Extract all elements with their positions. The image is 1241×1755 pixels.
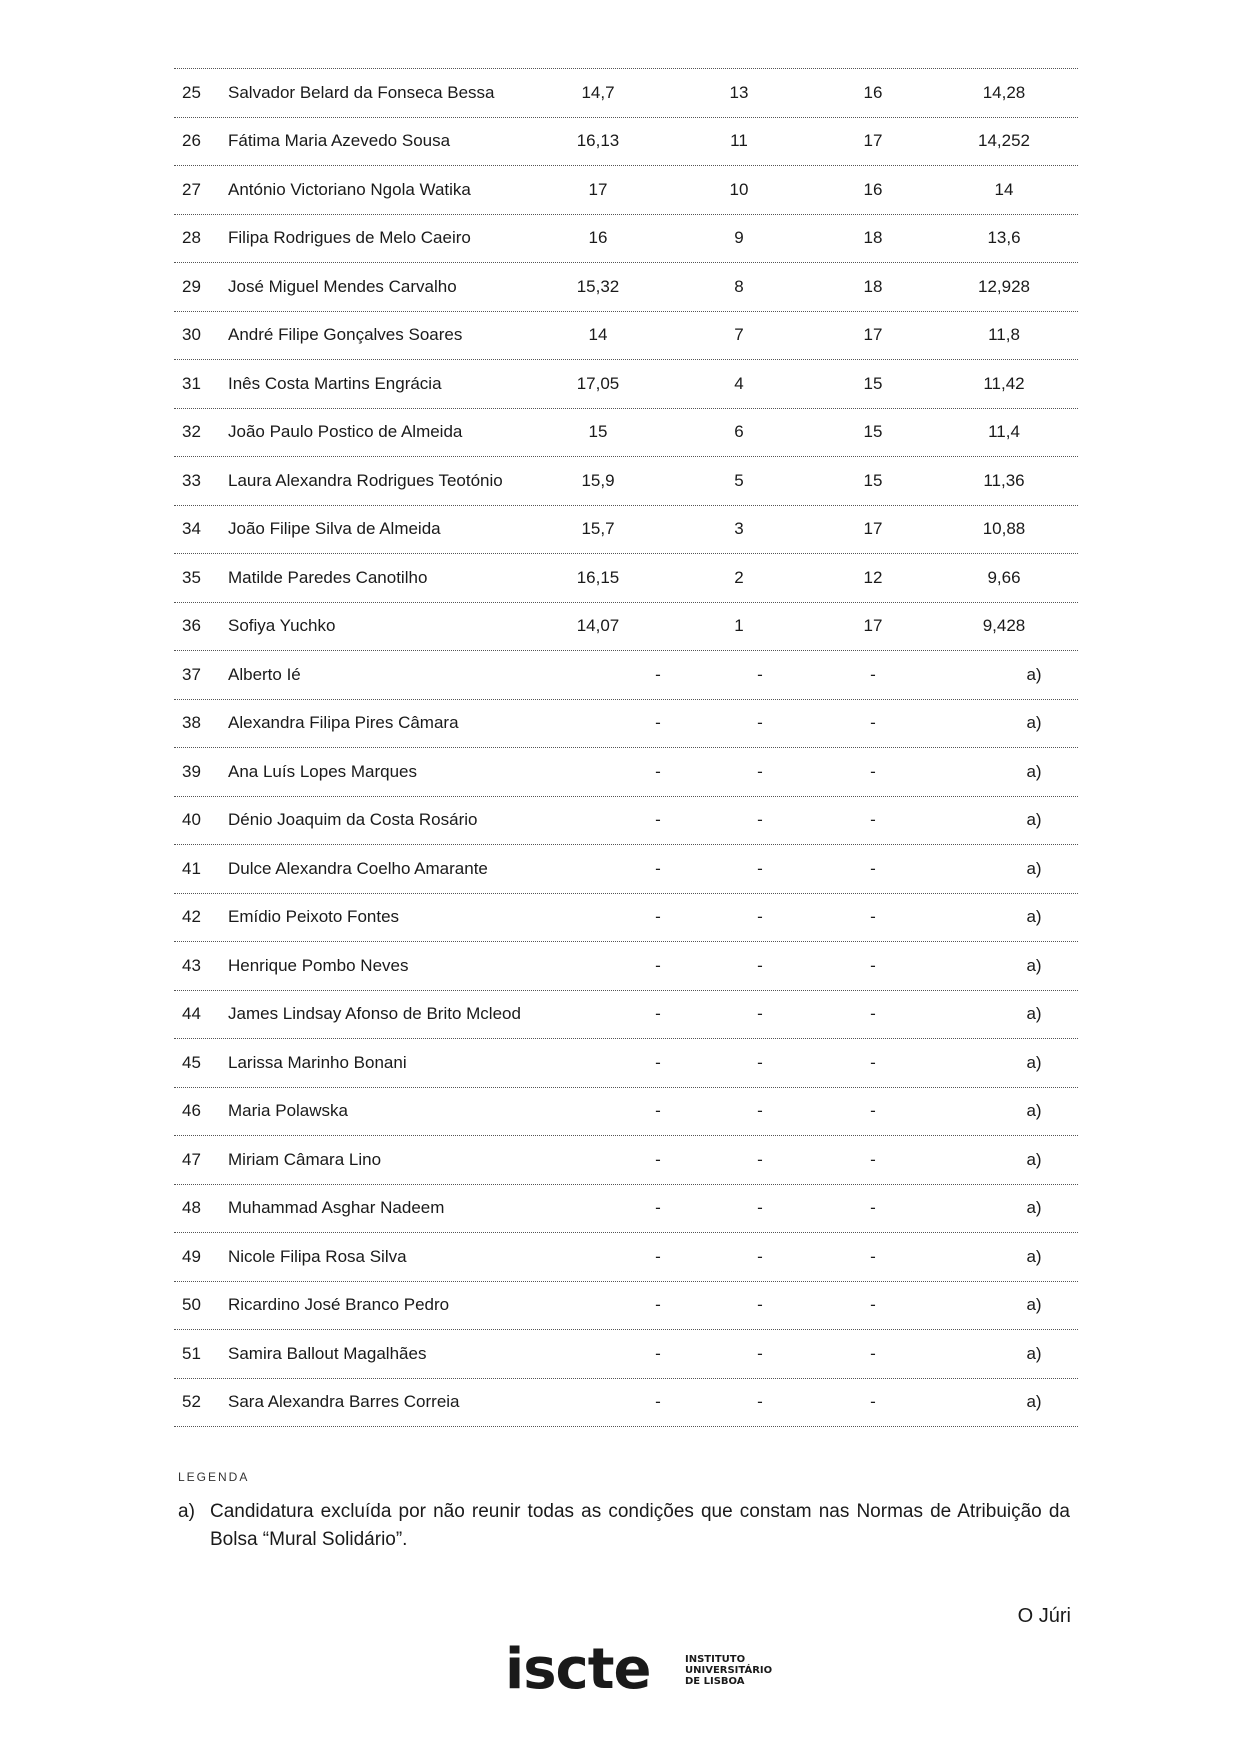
score-c: - bbox=[870, 810, 876, 830]
candidate-name: António Victoriano Ngola Watika bbox=[228, 179, 471, 199]
score-b: - bbox=[757, 1052, 763, 1072]
score-a: - bbox=[655, 1198, 661, 1218]
score-c: 17 bbox=[863, 519, 883, 539]
candidate-name: Ana Luís Lopes Marques bbox=[228, 761, 418, 781]
score-a: 16,15 bbox=[576, 567, 620, 587]
table-row bbox=[174, 457, 1078, 506]
table-row bbox=[174, 263, 1078, 312]
score-b: - bbox=[757, 1246, 763, 1266]
score-c: 17 bbox=[863, 131, 883, 151]
logo-subtitle bbox=[685, 1654, 772, 1687]
score-c: 16 bbox=[863, 179, 883, 199]
candidate-name: Alberto Ié bbox=[228, 664, 301, 684]
score-a: 16,13 bbox=[576, 131, 620, 151]
row-number: 38 bbox=[182, 713, 201, 733]
score-a: - bbox=[655, 1004, 661, 1024]
score-a: 15,32 bbox=[576, 276, 620, 296]
final-score: 11,42 bbox=[983, 373, 1025, 393]
candidate-name: Ricardino José Branco Pedro bbox=[228, 1295, 450, 1315]
score-b: 4 bbox=[734, 373, 744, 393]
row-number: 34 bbox=[182, 519, 201, 539]
score-b: - bbox=[757, 1392, 763, 1412]
row-number: 31 bbox=[182, 373, 201, 393]
score-c: - bbox=[870, 907, 876, 927]
score-c: - bbox=[870, 1052, 876, 1072]
score-c: - bbox=[870, 955, 876, 975]
candidate-name: André Filipe Gonçalves Soares bbox=[228, 325, 463, 345]
row-number: 42 bbox=[182, 907, 201, 927]
table-row bbox=[174, 215, 1078, 264]
row-number: 36 bbox=[182, 616, 201, 636]
row-number: 29 bbox=[182, 276, 201, 296]
logo-line-2: UNIVERSITÁRIO bbox=[685, 1665, 773, 1676]
table-row bbox=[174, 312, 1078, 361]
score-b: - bbox=[757, 713, 763, 733]
score-c: 17 bbox=[863, 616, 883, 636]
final-score: 9,66 bbox=[987, 567, 1021, 587]
row-number: 39 bbox=[182, 761, 201, 781]
table-row bbox=[174, 603, 1078, 652]
final-score: 9,428 bbox=[982, 616, 1026, 636]
score-b: - bbox=[757, 1149, 763, 1169]
score-c: - bbox=[870, 1101, 876, 1121]
candidate-name: João Paulo Postico de Almeida bbox=[228, 422, 463, 442]
row-number: 27 bbox=[182, 179, 201, 199]
legend-title: LEGENDA bbox=[178, 1470, 250, 1484]
table-row bbox=[174, 700, 1078, 749]
table-row bbox=[174, 1379, 1078, 1428]
row-number: 41 bbox=[182, 858, 201, 878]
score-a: 15,9 bbox=[581, 470, 615, 490]
score-c: - bbox=[870, 1295, 876, 1315]
candidate-name: Sara Alexandra Barres Correia bbox=[228, 1392, 460, 1412]
candidate-name: Sofiya Yuchko bbox=[228, 616, 336, 636]
candidate-name: João Filipe Silva de Almeida bbox=[228, 519, 441, 539]
score-c: - bbox=[870, 1198, 876, 1218]
jury-signature: O Júri bbox=[1017, 1605, 1071, 1627]
final-score: a) bbox=[1026, 1246, 1042, 1266]
score-a: - bbox=[655, 858, 661, 878]
logo-line-3: DE LISBOA bbox=[685, 1676, 745, 1687]
final-score: a) bbox=[1026, 1295, 1042, 1315]
table-row bbox=[174, 1039, 1078, 1088]
candidate-name: Fátima Maria Azevedo Sousa bbox=[228, 131, 451, 151]
final-score: a) bbox=[1026, 1149, 1042, 1169]
row-number: 45 bbox=[182, 1052, 201, 1072]
score-b: 5 bbox=[734, 470, 744, 490]
score-a: 14 bbox=[588, 325, 608, 345]
score-b: 6 bbox=[734, 422, 744, 442]
final-score: 10,88 bbox=[982, 519, 1026, 539]
final-score: a) bbox=[1026, 858, 1042, 878]
score-a: 17 bbox=[588, 179, 608, 199]
table-row bbox=[174, 166, 1078, 215]
score-c: - bbox=[870, 1004, 876, 1024]
final-score: a) bbox=[1026, 1343, 1042, 1363]
score-a: - bbox=[655, 810, 661, 830]
score-b: - bbox=[757, 1295, 763, 1315]
final-score: 11,4 bbox=[988, 422, 1020, 442]
score-b: 1 bbox=[734, 616, 744, 636]
score-c: - bbox=[870, 713, 876, 733]
legend-text: Candidatura excluída por não reunir todas as condições que constam nas Normas de Atribuição da Bolsa “Mural Solidário”. bbox=[210, 1501, 1070, 1550]
row-number: 26 bbox=[182, 131, 201, 151]
table-row bbox=[174, 1282, 1078, 1331]
final-score: a) bbox=[1026, 664, 1042, 684]
score-a: - bbox=[655, 1343, 661, 1363]
candidate-name: Maria Polawska bbox=[228, 1101, 348, 1121]
score-a: 16 bbox=[588, 228, 608, 248]
table-row bbox=[174, 991, 1078, 1040]
candidate-name: Inês Costa Martins Engrácia bbox=[228, 373, 442, 393]
final-score: 11,8 bbox=[988, 325, 1020, 345]
final-score: 11,36 bbox=[983, 470, 1025, 490]
final-score: a) bbox=[1026, 1101, 1042, 1121]
row-number: 32 bbox=[182, 422, 201, 442]
final-score: a) bbox=[1026, 1004, 1042, 1024]
score-c: 16 bbox=[863, 82, 883, 102]
table-row bbox=[174, 409, 1078, 458]
row-number: 47 bbox=[182, 1149, 201, 1169]
table-row bbox=[174, 1088, 1078, 1137]
score-c: 12 bbox=[863, 567, 883, 587]
candidate-name: Miriam Câmara Lino bbox=[228, 1149, 382, 1169]
final-score: a) bbox=[1026, 1052, 1042, 1072]
table-row bbox=[174, 1233, 1078, 1282]
score-a: - bbox=[655, 1392, 661, 1412]
logo-wordmark: iscte bbox=[505, 1637, 651, 1702]
score-c: - bbox=[870, 1392, 876, 1412]
score-a: - bbox=[655, 1052, 661, 1072]
candidate-name: Alexandra Filipa Pires Câmara bbox=[228, 713, 459, 733]
score-b: - bbox=[757, 664, 763, 684]
score-b: 3 bbox=[734, 519, 744, 539]
score-c: 18 bbox=[863, 228, 883, 248]
score-c: 15 bbox=[863, 422, 883, 442]
candidate-name: Salvador Belard da Fonseca Bessa bbox=[228, 82, 495, 102]
score-a: 17,05 bbox=[576, 373, 620, 393]
final-score: 12,928 bbox=[978, 276, 1030, 296]
score-b: 7 bbox=[734, 325, 744, 345]
table-row bbox=[174, 797, 1078, 846]
score-c: 15 bbox=[863, 373, 883, 393]
score-c: 17 bbox=[863, 325, 883, 345]
row-number: 30 bbox=[182, 325, 201, 345]
candidate-name: Nicole Filipa Rosa Silva bbox=[228, 1246, 407, 1266]
score-a: 14,07 bbox=[576, 616, 620, 636]
candidate-name: José Miguel Mendes Carvalho bbox=[228, 276, 457, 296]
score-c: - bbox=[870, 761, 876, 781]
table-row bbox=[174, 1185, 1078, 1234]
candidate-name: Matilde Paredes Canotilho bbox=[228, 567, 428, 587]
logo-line-1: INSTITUTO bbox=[685, 1654, 746, 1665]
row-number: 48 bbox=[182, 1198, 201, 1218]
score-a: 14,7 bbox=[581, 82, 615, 102]
score-b: 10 bbox=[729, 179, 749, 199]
final-score: a) bbox=[1026, 1198, 1042, 1218]
score-a: - bbox=[655, 907, 661, 927]
score-b: - bbox=[757, 907, 763, 927]
score-a: - bbox=[655, 1149, 661, 1169]
final-score: 13,6 bbox=[987, 228, 1021, 248]
table-row bbox=[174, 69, 1078, 118]
score-b: - bbox=[757, 955, 763, 975]
row-number: 51 bbox=[182, 1343, 201, 1363]
candidate-name: Emídio Peixoto Fontes bbox=[228, 907, 400, 927]
score-b: 2 bbox=[734, 567, 744, 587]
score-a: - bbox=[655, 955, 661, 975]
candidate-name: James Lindsay Afonso de Brito Mcleod bbox=[228, 1004, 521, 1024]
candidate-name: Dénio Joaquim da Costa Rosário bbox=[228, 810, 478, 830]
score-a: - bbox=[655, 713, 661, 733]
candidate-name: Henrique Pombo Neves bbox=[228, 955, 409, 975]
table-row bbox=[174, 1136, 1078, 1185]
row-number: 37 bbox=[182, 664, 201, 684]
table-row bbox=[174, 748, 1078, 797]
candidate-name: Muhammad Asghar Nadeem bbox=[228, 1198, 445, 1218]
table-row bbox=[174, 554, 1078, 603]
final-score: a) bbox=[1026, 907, 1042, 927]
candidate-name: Samira Ballout Magalhães bbox=[228, 1343, 427, 1363]
candidate-name: Dulce Alexandra Coelho Amarante bbox=[228, 858, 488, 878]
score-b: - bbox=[757, 858, 763, 878]
candidate-name: Larissa Marinho Bonani bbox=[228, 1052, 407, 1072]
row-number: 40 bbox=[182, 810, 201, 830]
score-a: - bbox=[655, 1101, 661, 1121]
score-b: 11 bbox=[730, 131, 748, 151]
table-row bbox=[174, 118, 1078, 167]
score-b: 13 bbox=[729, 82, 749, 102]
row-number: 35 bbox=[182, 567, 201, 587]
final-score: 14,28 bbox=[982, 82, 1026, 102]
score-b: 9 bbox=[734, 228, 744, 248]
row-number: 50 bbox=[182, 1295, 201, 1315]
table-row bbox=[174, 360, 1078, 409]
score-b: - bbox=[757, 1343, 763, 1363]
score-b: - bbox=[757, 1101, 763, 1121]
final-score: a) bbox=[1026, 761, 1042, 781]
score-c: - bbox=[870, 1149, 876, 1169]
final-score: 14 bbox=[994, 179, 1014, 199]
candidate-name: Laura Alexandra Rodrigues Teotónio bbox=[228, 470, 503, 490]
final-score: a) bbox=[1026, 1392, 1042, 1412]
final-score: a) bbox=[1026, 713, 1042, 733]
table-row bbox=[174, 894, 1078, 943]
legend-mark: a) bbox=[178, 1501, 195, 1522]
score-a: 15 bbox=[588, 422, 608, 442]
table-row bbox=[174, 651, 1078, 700]
table-row bbox=[174, 1330, 1078, 1379]
score-c: - bbox=[870, 858, 876, 878]
score-c: - bbox=[870, 1246, 876, 1266]
row-number: 33 bbox=[182, 470, 201, 490]
table-row bbox=[174, 845, 1078, 894]
row-number: 25 bbox=[182, 82, 201, 102]
score-c: 15 bbox=[863, 470, 883, 490]
score-a: - bbox=[655, 1295, 661, 1315]
row-number: 49 bbox=[182, 1246, 201, 1266]
score-a: - bbox=[655, 761, 661, 781]
ranking-table bbox=[174, 68, 1078, 1427]
final-score: 14,252 bbox=[978, 131, 1030, 151]
row-number: 43 bbox=[182, 955, 201, 975]
score-c: - bbox=[870, 1343, 876, 1363]
table-row bbox=[174, 506, 1078, 555]
score-b: - bbox=[757, 1004, 763, 1024]
score-a: - bbox=[655, 664, 661, 684]
legend-item bbox=[178, 1498, 1070, 1554]
score-b: 8 bbox=[734, 276, 744, 296]
candidate-name: Filipa Rodrigues de Melo Caeiro bbox=[228, 228, 471, 248]
row-number: 46 bbox=[182, 1101, 201, 1121]
final-score: a) bbox=[1026, 955, 1042, 975]
score-b: - bbox=[757, 810, 763, 830]
row-number: 44 bbox=[182, 1004, 201, 1024]
score-a: - bbox=[655, 1246, 661, 1266]
score-c: 18 bbox=[863, 276, 883, 296]
score-a: 15,7 bbox=[581, 519, 615, 539]
table-row bbox=[174, 942, 1078, 991]
score-b: - bbox=[757, 1198, 763, 1218]
final-score: a) bbox=[1026, 810, 1042, 830]
row-number: 28 bbox=[182, 228, 201, 248]
score-c: - bbox=[870, 664, 876, 684]
row-number: 52 bbox=[182, 1392, 201, 1412]
score-b: - bbox=[757, 761, 763, 781]
